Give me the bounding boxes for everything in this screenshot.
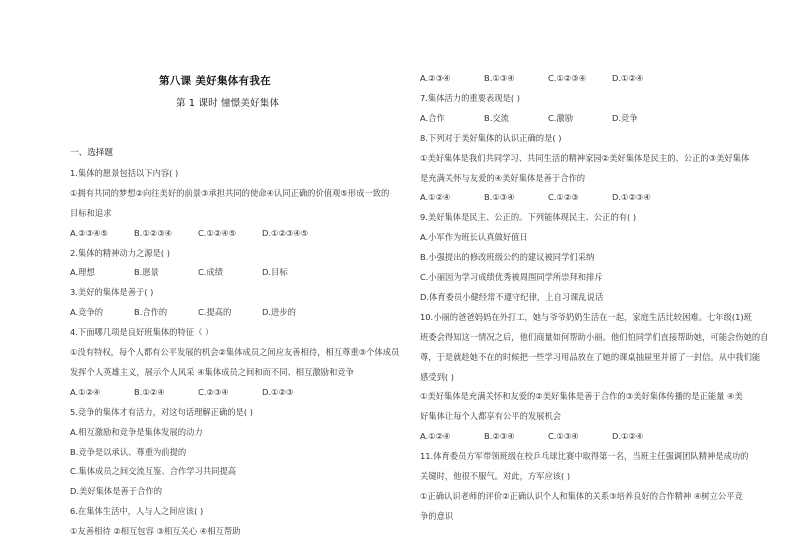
answer-option: B.①③④ [484,73,515,83]
answer-option: D.①②④ [612,431,644,442]
answer-option: C.提高的 [198,307,232,318]
answer-option: A.理想 [70,267,95,278]
text-line: 8.下列对于美好集体的认识正确的是( ) [420,132,562,143]
text-line: 关键时，他很不服气。对此，方军应该( ) [420,471,571,481]
text-line: 1.集体的愿景包括以下内容( ) [70,167,179,178]
text-line: 好集体让每个人都享有公平的发展机会 [420,411,562,422]
text-line: C.集体成员之间交流互鉴、合作学习共同提高 [70,466,237,477]
text-line: 尊，于是就趁她不在的时候把一些学习用品放在了她的课桌抽屉里并留了一封信。从中我们能 [420,351,761,362]
text-line: 争的意识 [420,510,454,521]
text-line: 9.美好集体是民主、公正的。下列能体现民主、公正的有( ) [420,212,637,223]
answer-option: A.合作 [420,112,445,123]
answer-option: C.①②③④ [548,73,587,83]
answer-option: B.交流 [484,112,509,123]
answer-option: C.①②④⑤ [198,227,237,238]
text-line: ①美好集体是我们共同学习、共同生活的精神家园②美好集体是民主的、公正的③美好集体 [420,152,750,163]
answer-option: A.②③④ [420,73,451,83]
text-line: D.美好集体是善于合作的 [70,486,162,497]
answer-option: A.②③④⑤ [70,227,108,238]
answer-option: B.②③④ [484,431,515,442]
text-line: ①没有特权，每个人都有公平发展的机会②集体成员之间应友善相待，相互尊重③个体成员 [70,347,400,357]
text-line: B.小强提出的修改班级公约的建议被同学们采纳 [420,252,595,263]
answer-option: D.①②③ [262,386,294,397]
answer-option: D.①②③④ [612,192,651,203]
lesson-subtitle: 第 1 课时 憧憬美好集体 [176,98,280,109]
text-line: D.体育委员小健经常不遵守纪律，上自习课乱说话 [420,291,604,302]
answer-option: D.①②④ [612,73,644,83]
answer-option: C.激励 [548,112,574,123]
answer-option: D.①②③④⑤ [262,227,309,238]
text-line: ①正确认识老师的评价②正确认识个人和集体的关系③培养良好的合作精神 ④树立公平竞 [420,490,743,501]
answer-option: C.①③④ [548,431,579,442]
text-line: 3.美好的集体是善于( ) [70,287,154,298]
text-line: 10.小丽的爸爸妈妈在外打工，她与爷爷奶奶生活在一起，家庭生活比较困难。七年级(1)班 [420,311,752,322]
text-line: ①拥有共同的梦想②向往美好的前景③承担共同的使命④认同正确的价值观⑤形成一致的 [70,187,390,198]
text-line: 发挥个人英雄主义，展示个人风采 ④集体成员之间和而不同、相互激励和竞争 [70,366,354,377]
section-heading: 一、选择题 [70,148,113,158]
text-line: ①美好集体是充满关怀和友爱的②美好集体是善于合作的③美好集体传播的是正能量 ④美 [420,391,743,402]
text-line: 感受到( ) [420,371,455,382]
answer-option: C.②③④ [198,386,229,397]
text-line: 7.集体活力的重要表现是( ) [420,92,520,103]
answer-option: B.合作的 [134,307,168,318]
answer-option: B.①②④ [134,386,165,397]
answer-option: A.竞争的 [70,307,104,318]
answer-option: C.成绩 [198,267,224,278]
text-line: 11.体育委员方军带领班级在校乒乓球比赛中取得第一名，当班主任强调团队精神是成功的 [420,451,749,462]
answer-option: B.①③④ [484,192,515,203]
text-line: ①友善相待 ②相互包容 ③相互关心 ④相互帮助 [70,526,241,537]
answer-option: A.①②④ [420,431,451,442]
text-line: 目标和追求 [70,207,112,218]
answer-option: B.①②③④ [134,227,173,238]
lesson-title: 第八课 美好集体有我在 [159,75,271,87]
text-line: 班委会得知这一情况之后，他们商量如何帮助小丽。他们怕同学们直接帮助她，可能会伤她的自 [420,331,769,342]
text-line: A.相互激励和竞争是集体发展的动力 [70,426,203,437]
text-line: 4.下面哪几项是良好班集体的特征（ ） [70,327,214,338]
text-line: C.小丽因为学习成绩优秀被周围同学所崇拜和排斥 [420,272,603,282]
answer-option: A.①②④ [70,386,101,397]
answer-option: B.愿景 [134,267,159,278]
answer-option: C.①②③ [548,192,579,203]
text-line: 2.集体的精神动力之源是( ) [70,247,170,258]
answer-option: D.目标 [262,267,288,278]
text-line: B.竞争是以承认、尊重为前提的 [70,446,187,457]
text-line: 是充满关怀与友爱的④美好集体是善于合作的 [420,172,586,183]
text-line: 6.在集体生活中，人与人之间应该( ) [70,506,204,517]
text-line: A.小军作为班长认真做好值日 [420,232,528,243]
answer-option: D.进步的 [262,307,296,318]
answer-option: A.①②④ [420,192,451,203]
answer-option: D.竞争 [612,112,638,123]
text-line: 5.竞争的集体才有活力，对这句话理解正确的是( ) [70,406,253,417]
